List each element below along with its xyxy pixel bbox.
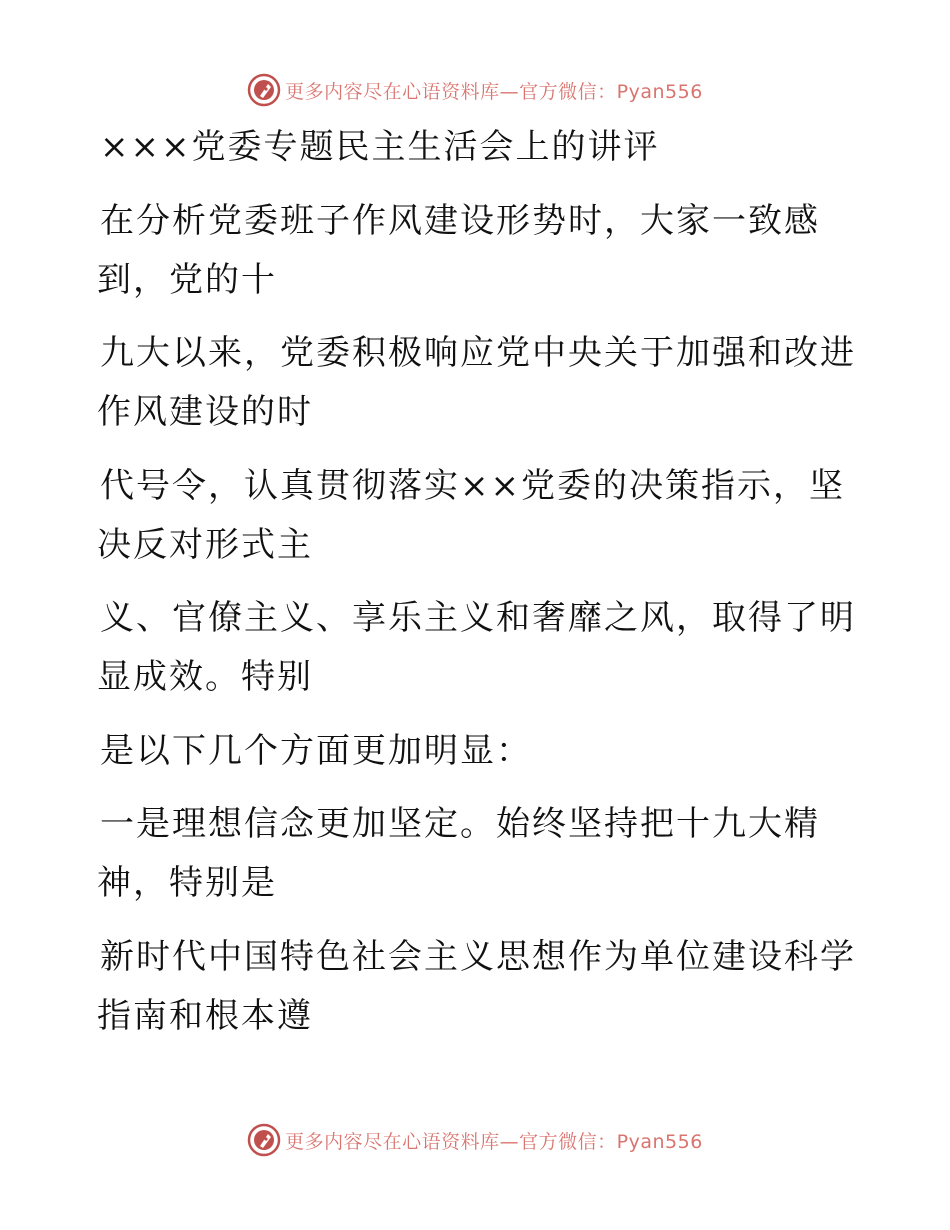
paragraph-line: 指南和根本遵 xyxy=(97,996,313,1036)
paragraph-line: 九大以来，党委积极响应党中央关于加强和改进 xyxy=(100,333,856,373)
document-title: ×××党委专题民主生活会上的讲评 xyxy=(100,127,660,167)
watermark-banner-bottom xyxy=(0,1120,950,1160)
watermark-text: 更多内容尽在心语资料库—官方微信：Pyan556 xyxy=(285,80,703,103)
paragraph-line: 在分析党委班子作风建设形势时，大家一致感 xyxy=(100,201,820,241)
paragraph-line: 决反对形式主 xyxy=(97,525,313,565)
watermark-text: 更多内容尽在心语资料库—官方微信：Pyan556 xyxy=(285,1130,703,1153)
paragraph-line: 到，党的十 xyxy=(97,260,277,300)
paragraph-line: 代号令，认真贯彻落实××党委的决策指示，坚 xyxy=(100,466,845,506)
paragraph-line: 新时代中国特色社会主义思想作为单位建设科学 xyxy=(100,937,856,977)
paragraph-line: 义、官僚主义、享乐主义和奢靡之风，取得了明 xyxy=(100,598,856,638)
paragraph-line: 神，特别是 xyxy=(97,863,277,903)
pen-nib-logo-icon xyxy=(247,1123,281,1157)
paragraph-line: 是以下几个方面更加明显： xyxy=(100,731,532,771)
paragraph-line: 显成效。特别 xyxy=(97,657,313,697)
paragraph-line: 作风建设的时 xyxy=(97,392,313,432)
paragraph-line: 一是理想信念更加坚定。始终坚持把十九大精 xyxy=(100,804,820,844)
